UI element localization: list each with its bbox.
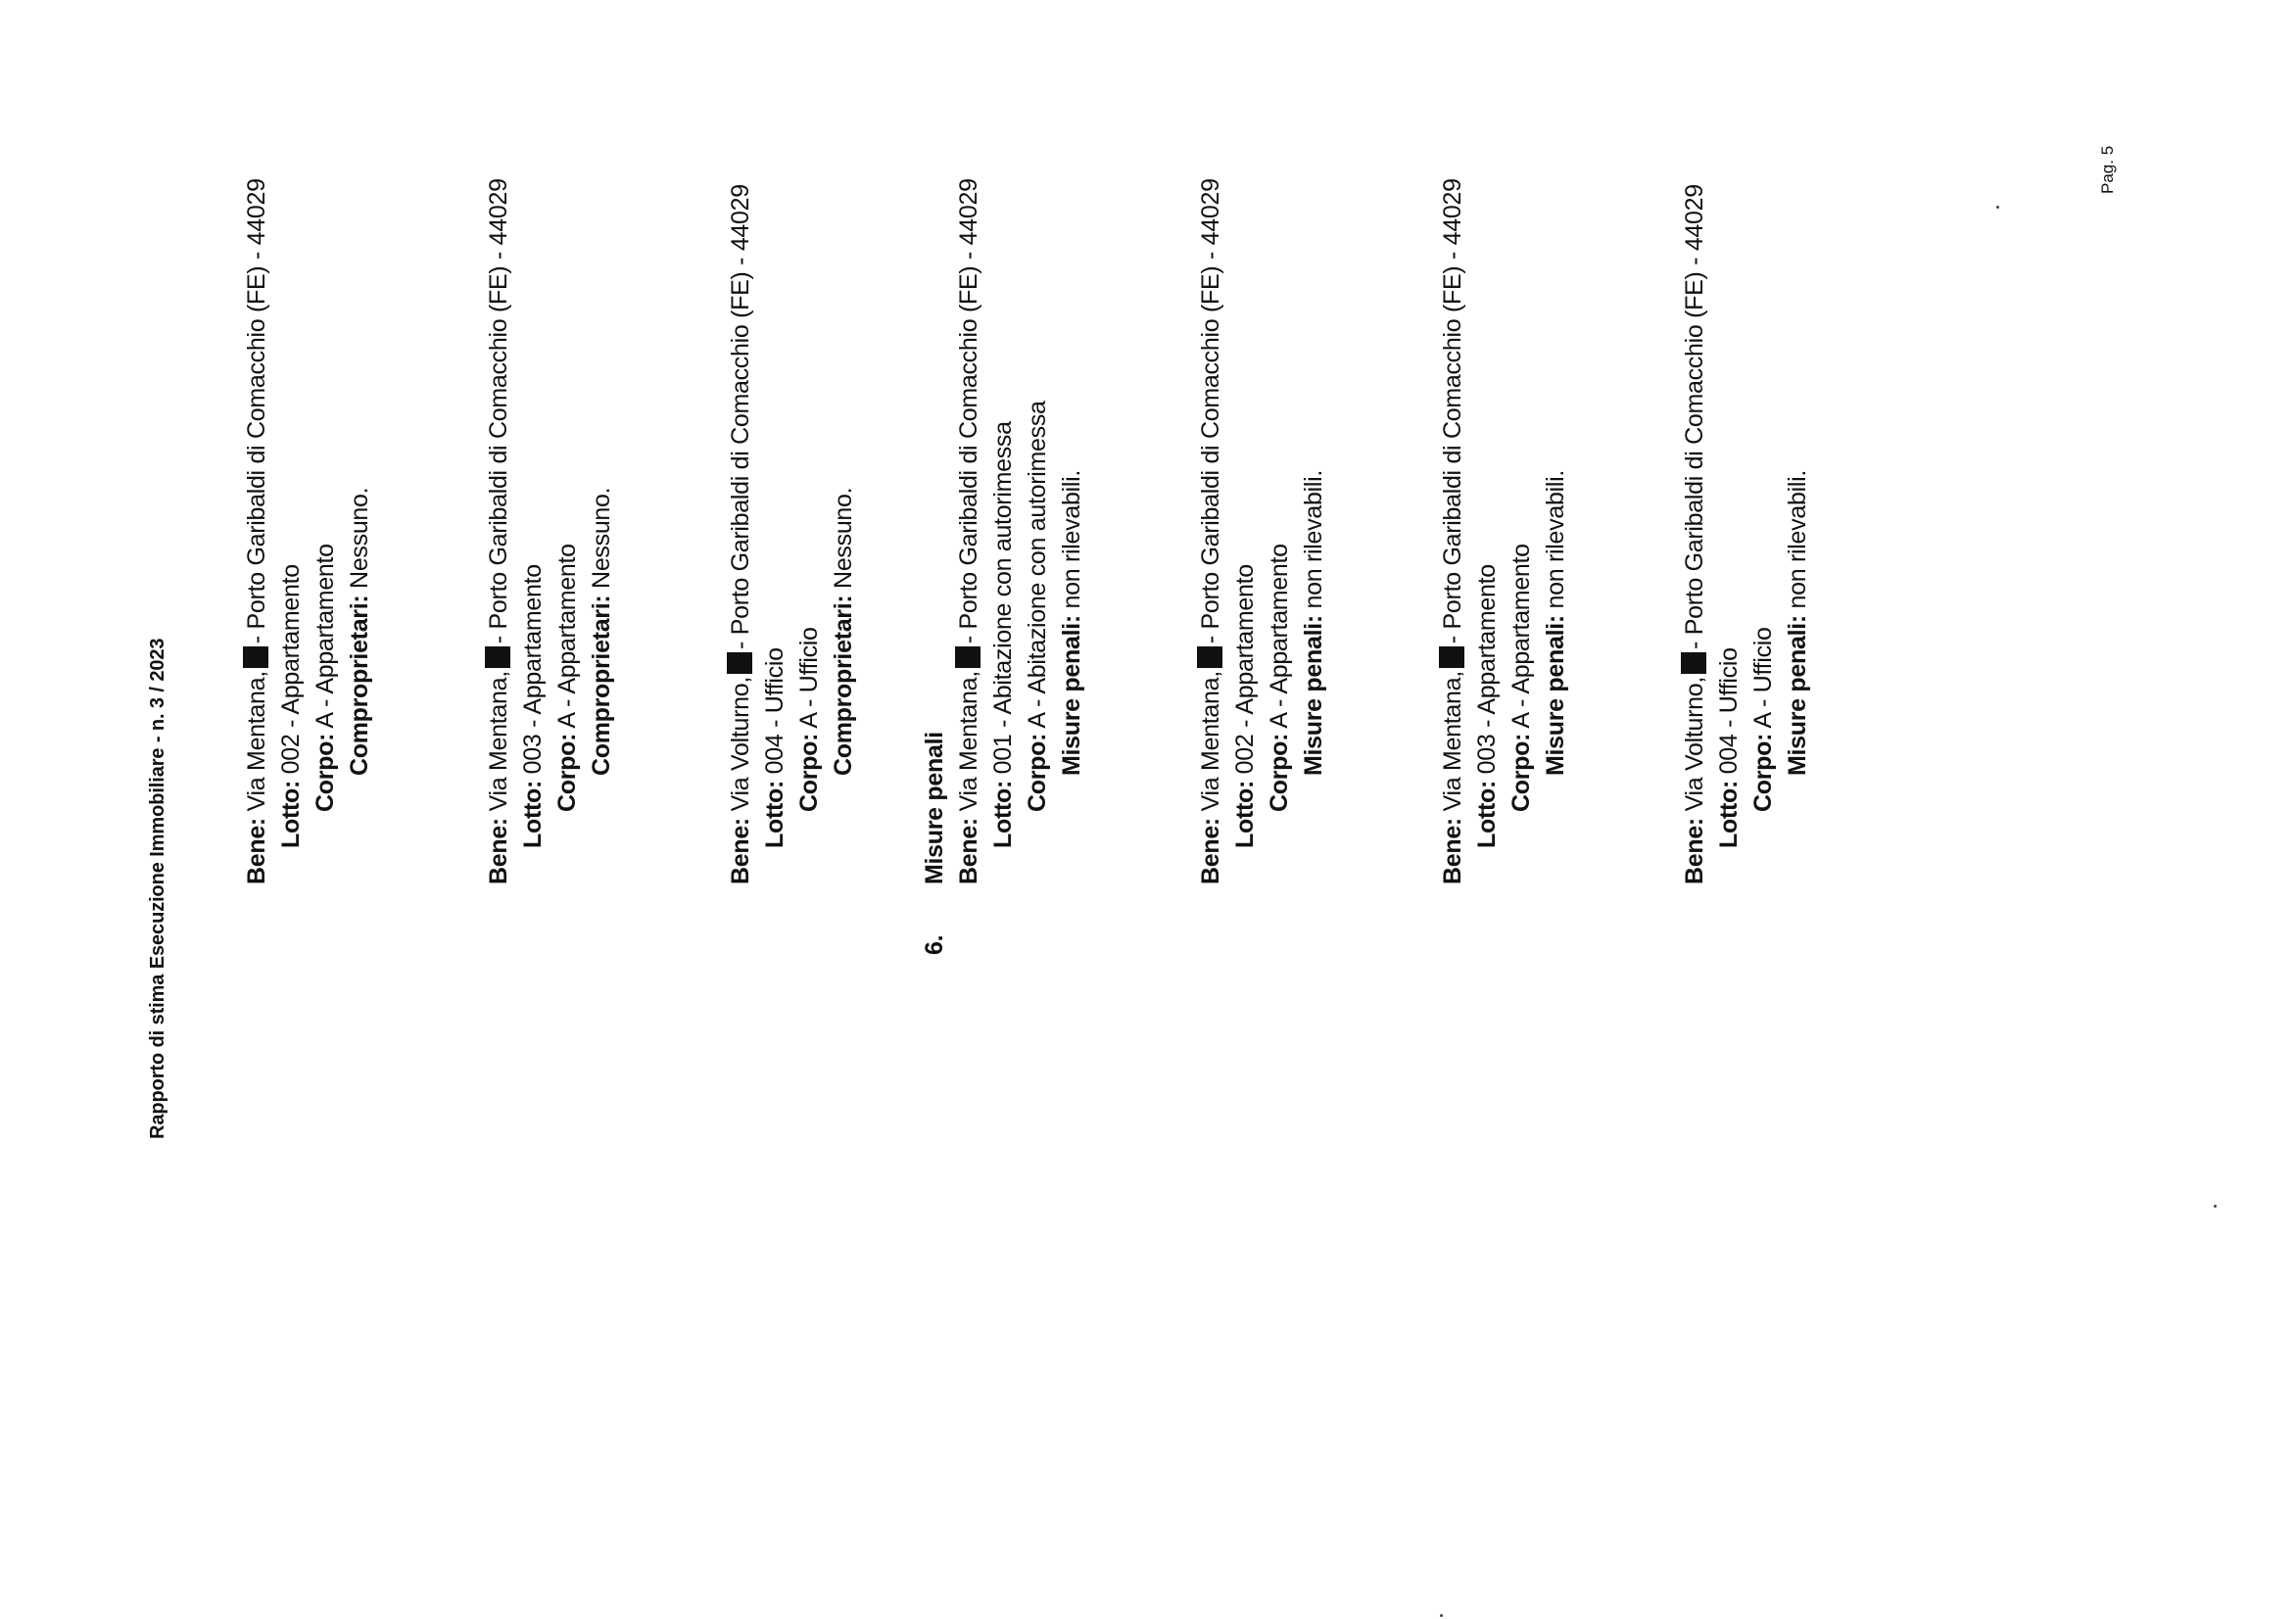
lotto-value: 001 - Abitazione con autorimessa <box>989 421 1017 775</box>
property-block <box>952 23 1089 884</box>
detail-value: non rilevabili. <box>1784 470 1811 609</box>
section-title: Misure penali <box>921 732 948 884</box>
section-number: 6. <box>921 934 948 955</box>
corpo-value: A - Abitazione con autorimessa <box>1024 401 1051 729</box>
lotto-value: 002 - Appartamento <box>277 564 305 775</box>
redacted-block <box>1197 646 1222 668</box>
corpo-line <box>792 23 827 884</box>
bene-location: - Porto Garibaldi di Comacchio (FE) - 44029 <box>1681 184 1708 649</box>
bene-line <box>724 23 758 884</box>
corpo-value: A - Appartamento <box>1266 544 1293 729</box>
redacted-block <box>955 646 981 668</box>
bene-line <box>482 23 516 884</box>
redacted-block <box>485 646 510 668</box>
detail-line <box>1539 23 1573 884</box>
misure-penali-section <box>952 23 1815 884</box>
bene-label: Bene: <box>1439 818 1466 884</box>
bene-line <box>1436 23 1470 884</box>
bene-line <box>1194 23 1228 884</box>
bene-line <box>1678 23 1712 884</box>
detail-label: Comproprietari: <box>346 595 373 776</box>
lotto-label: Lotto: <box>989 781 1017 848</box>
bene-address: Via Mentana, <box>485 671 512 812</box>
bene-location: - Porto Garibaldi di Comacchio (FE) - 44029 <box>955 178 982 644</box>
bene-location: - Porto Garibaldi di Comacchio (FE) - 44029 <box>243 178 270 644</box>
page-number: Pag. 5 <box>2098 145 2117 194</box>
redacted-block <box>1439 646 1464 668</box>
block-spacer <box>861 23 918 884</box>
lotto-label: Lotto: <box>1231 781 1259 848</box>
redacted-block <box>1681 652 1706 674</box>
lotto-line <box>274 23 309 884</box>
detail-label: Comproprietari: <box>830 595 857 776</box>
detail-value: Nessuno. <box>588 487 615 589</box>
block-spacer <box>1573 23 1678 884</box>
redacted-block <box>727 652 752 674</box>
corpo-label: Corpo: <box>1507 733 1535 812</box>
bene-line <box>952 23 986 884</box>
corpo-line <box>1263 23 1297 884</box>
section-heading <box>918 23 952 955</box>
corpo-label: Corpo: <box>553 733 581 812</box>
corpo-line <box>1505 23 1539 884</box>
block-spacer <box>377 23 482 884</box>
block-spacer <box>1331 23 1436 884</box>
lotto-value: 002 - Appartamento <box>1231 564 1259 775</box>
bene-location: - Porto Garibaldi di Comacchio (FE) - 44029 <box>1197 178 1224 644</box>
detail-value: Nessuno. <box>830 487 857 589</box>
detail-line <box>343 23 377 884</box>
property-block <box>240 23 377 884</box>
block-spacer <box>619 23 724 884</box>
detail-value: non rilevabili. <box>1058 470 1085 609</box>
bene-address: Via Volturno, <box>1681 676 1708 812</box>
detail-value: non rilevabili. <box>1542 470 1569 609</box>
bene-location: - Porto Garibaldi di Comacchio (FE) - 44029 <box>485 178 512 644</box>
lotto-label: Lotto: <box>277 781 305 848</box>
corpo-label: Corpo: <box>1266 733 1293 812</box>
bene-label: Bene: <box>243 818 270 884</box>
bene-line <box>240 23 274 884</box>
corpo-line <box>1021 23 1055 884</box>
detail-label: Misure penali: <box>1542 615 1569 776</box>
page-header: Rapporto di stima Esecuzione Immobiliare - n. 3 / 2023 <box>147 638 168 1139</box>
block-spacer <box>1089 23 1194 884</box>
bene-label: Bene: <box>727 818 754 884</box>
detail-label: Misure penali: <box>1058 615 1085 776</box>
bene-label: Bene: <box>1197 818 1224 884</box>
lotto-value: 003 - Appartamento <box>519 564 547 775</box>
detail-label: Misure penali: <box>1784 615 1811 776</box>
lotto-label: Lotto: <box>1715 781 1743 848</box>
redacted-block <box>243 646 268 668</box>
detail-line <box>1297 23 1331 884</box>
detail-line <box>585 23 619 884</box>
bene-address: Via Mentana, <box>1197 671 1224 812</box>
lotto-line <box>1228 23 1263 884</box>
scan-speck <box>1440 1614 1443 1617</box>
property-block <box>1678 23 1815 884</box>
lotto-label: Lotto: <box>519 781 547 848</box>
corpo-label: Corpo: <box>1749 733 1777 812</box>
corpo-line <box>1746 23 1781 884</box>
property-block <box>724 23 861 884</box>
bene-address: Via Volturno, <box>727 676 754 812</box>
bene-label: Bene: <box>955 818 982 884</box>
bene-location: - Porto Garibaldi di Comacchio (FE) - 44029 <box>727 184 754 649</box>
bene-label: Bene: <box>485 818 512 884</box>
lotto-label: Lotto: <box>1473 781 1501 848</box>
property-block <box>482 23 619 884</box>
comproprietari-section <box>240 23 918 884</box>
scan-speck <box>1996 206 1999 209</box>
detail-label: Comproprietari: <box>588 595 615 776</box>
corpo-label: Corpo: <box>1024 733 1051 812</box>
corpo-value: A - Ufficio <box>795 627 823 729</box>
lotto-value: 004 - Ufficio <box>761 647 789 775</box>
corpo-label: Corpo: <box>311 733 339 812</box>
corpo-value: A - Appartamento <box>553 544 581 729</box>
lotto-value: 004 - Ufficio <box>1715 647 1743 775</box>
lotto-line <box>516 23 550 884</box>
lotto-value: 003 - Appartamento <box>1473 564 1501 775</box>
property-block <box>1436 23 1573 884</box>
lotto-line <box>1712 23 1746 884</box>
corpo-value: A - Ufficio <box>1749 627 1777 729</box>
detail-label: Misure penali: <box>1300 615 1327 776</box>
detail-value: non rilevabili. <box>1300 470 1327 609</box>
corpo-line <box>309 23 343 884</box>
scan-speck <box>2214 1205 2217 1208</box>
bene-address: Via Mentana, <box>1439 671 1466 812</box>
lotto-label: Lotto: <box>761 781 789 848</box>
bene-location: - Porto Garibaldi di Comacchio (FE) - 44029 <box>1439 178 1466 644</box>
bene-label: Bene: <box>1681 818 1708 884</box>
bene-address: Via Mentana, <box>955 671 982 812</box>
property-block <box>1194 23 1331 884</box>
detail-line <box>1055 23 1089 884</box>
corpo-value: A - Appartamento <box>1507 544 1535 729</box>
lotto-line <box>758 23 792 884</box>
detail-line <box>1781 23 1815 884</box>
page-content <box>240 23 1815 955</box>
corpo-line <box>550 23 585 884</box>
bene-address: Via Mentana, <box>243 671 270 812</box>
lotto-line <box>1470 23 1505 884</box>
lotto-line <box>986 23 1021 884</box>
detail-value: Nessuno. <box>346 487 373 589</box>
corpo-value: A - Appartamento <box>311 544 339 729</box>
corpo-label: Corpo: <box>795 733 823 812</box>
detail-line <box>827 23 861 884</box>
